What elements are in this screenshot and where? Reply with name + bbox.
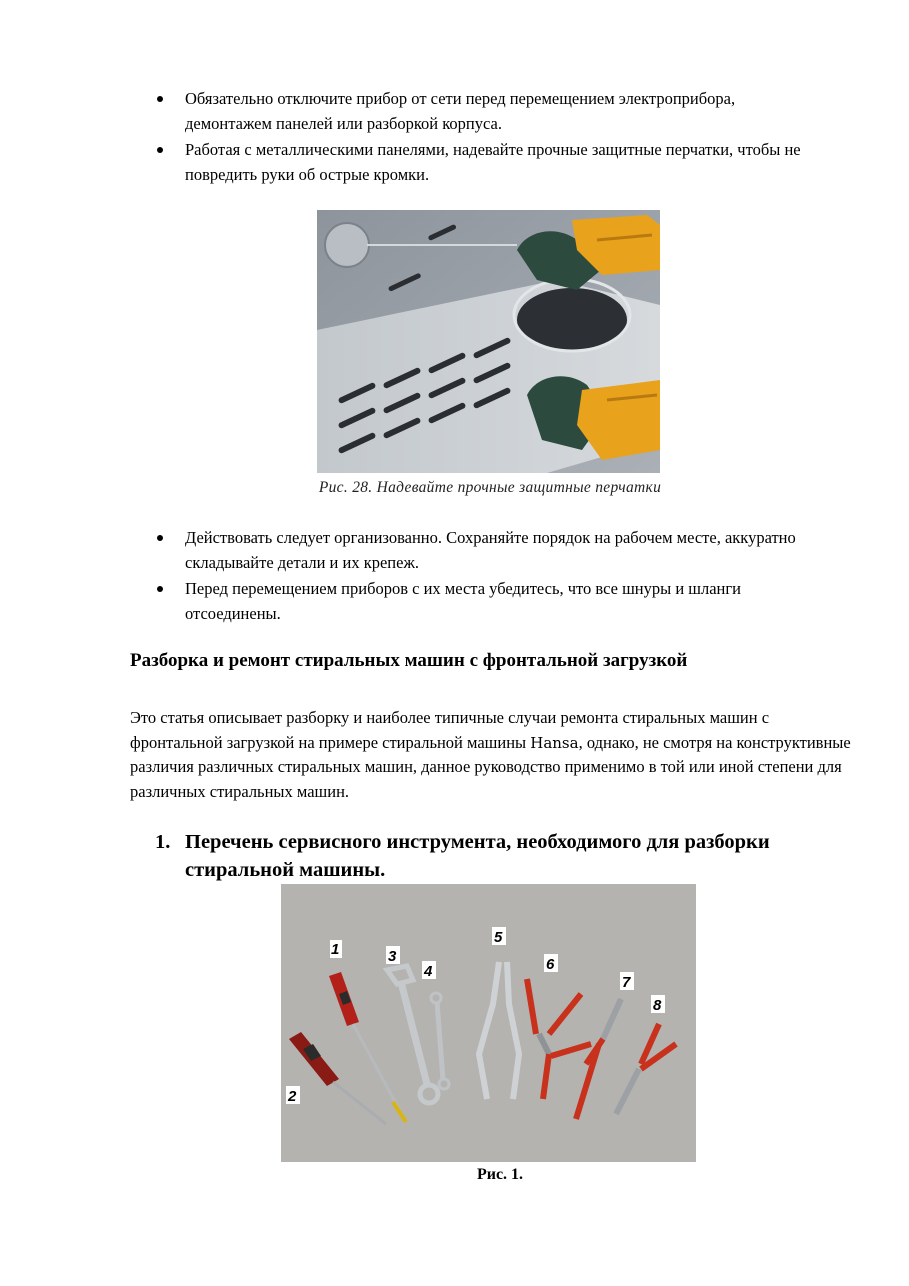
tool-label: 5 (494, 929, 503, 946)
bullet-dot (157, 586, 163, 592)
tools-photo (281, 884, 696, 1162)
figure-caption: Рис. 1. (476, 1166, 524, 1183)
tool-label: 6 (546, 956, 555, 973)
bullet-item (155, 87, 815, 136)
tool-label: 2 (288, 1088, 297, 1105)
bullet-dot (157, 147, 163, 153)
brand-name: Hansa (530, 733, 579, 752)
tool-label: 8 (653, 997, 662, 1014)
intro-paragraph (130, 706, 860, 804)
section-heading: Разборка и ремонт стиральных машин с фронтальной загрузкой (130, 650, 688, 671)
bullet-item (155, 526, 815, 575)
intro-text-start: Это статья описывает разборку и наиболее типичные случаи ремонта стиральных машин с фронтальной загрузкой на примере стиральной машины (130, 708, 770, 752)
tool-label: 7 (622, 974, 631, 991)
numbered-heading-text: Перечень сервисного инструмента, необходимого для разборки стиральной машины. (185, 831, 770, 881)
bullet-item (155, 577, 815, 626)
tools-illustration (281, 884, 696, 1162)
bullet-item (155, 138, 815, 187)
tool-label: 4 (424, 963, 433, 980)
bullet-text: Работая с металлическими панелями, надевайте прочные защитные перчатки, чтобы не повредить руки об острые кромки. (185, 140, 801, 184)
figure-caption: Рис. 28. Надевайте прочные защитные перчатки (318, 479, 662, 496)
safety-bullet-list-bottom (155, 526, 815, 628)
bullet-text: Действовать следует организованно. Сохраняйте порядок на рабочем месте, аккуратно складывайте детали и их крепеж. (185, 528, 796, 572)
numbered-heading (155, 828, 855, 884)
list-number: 1. (155, 831, 171, 853)
intro-text-end: , однако, не смотря на конструктивные различия различных стиральных машин, данное руководство применимо в той или иной степени для различных стиральных машин. (130, 732, 851, 801)
bullet-text: Перед перемещением приборов с их места убедитесь, что все шнуры и шланги отсоединены. (185, 579, 741, 623)
safety-bullet-list-top (155, 87, 815, 189)
bullet-text: Обязательно отключите прибор от сети перед перемещением электроприбора, демонтажем панелей или разборкой корпуса. (185, 89, 736, 133)
gloves-illustration (317, 210, 660, 473)
bullet-dot (157, 535, 163, 541)
gloves-photo (317, 210, 660, 473)
tool-label: 1 (331, 941, 340, 958)
bullet-dot (157, 96, 163, 102)
tool-label: 3 (388, 948, 397, 965)
